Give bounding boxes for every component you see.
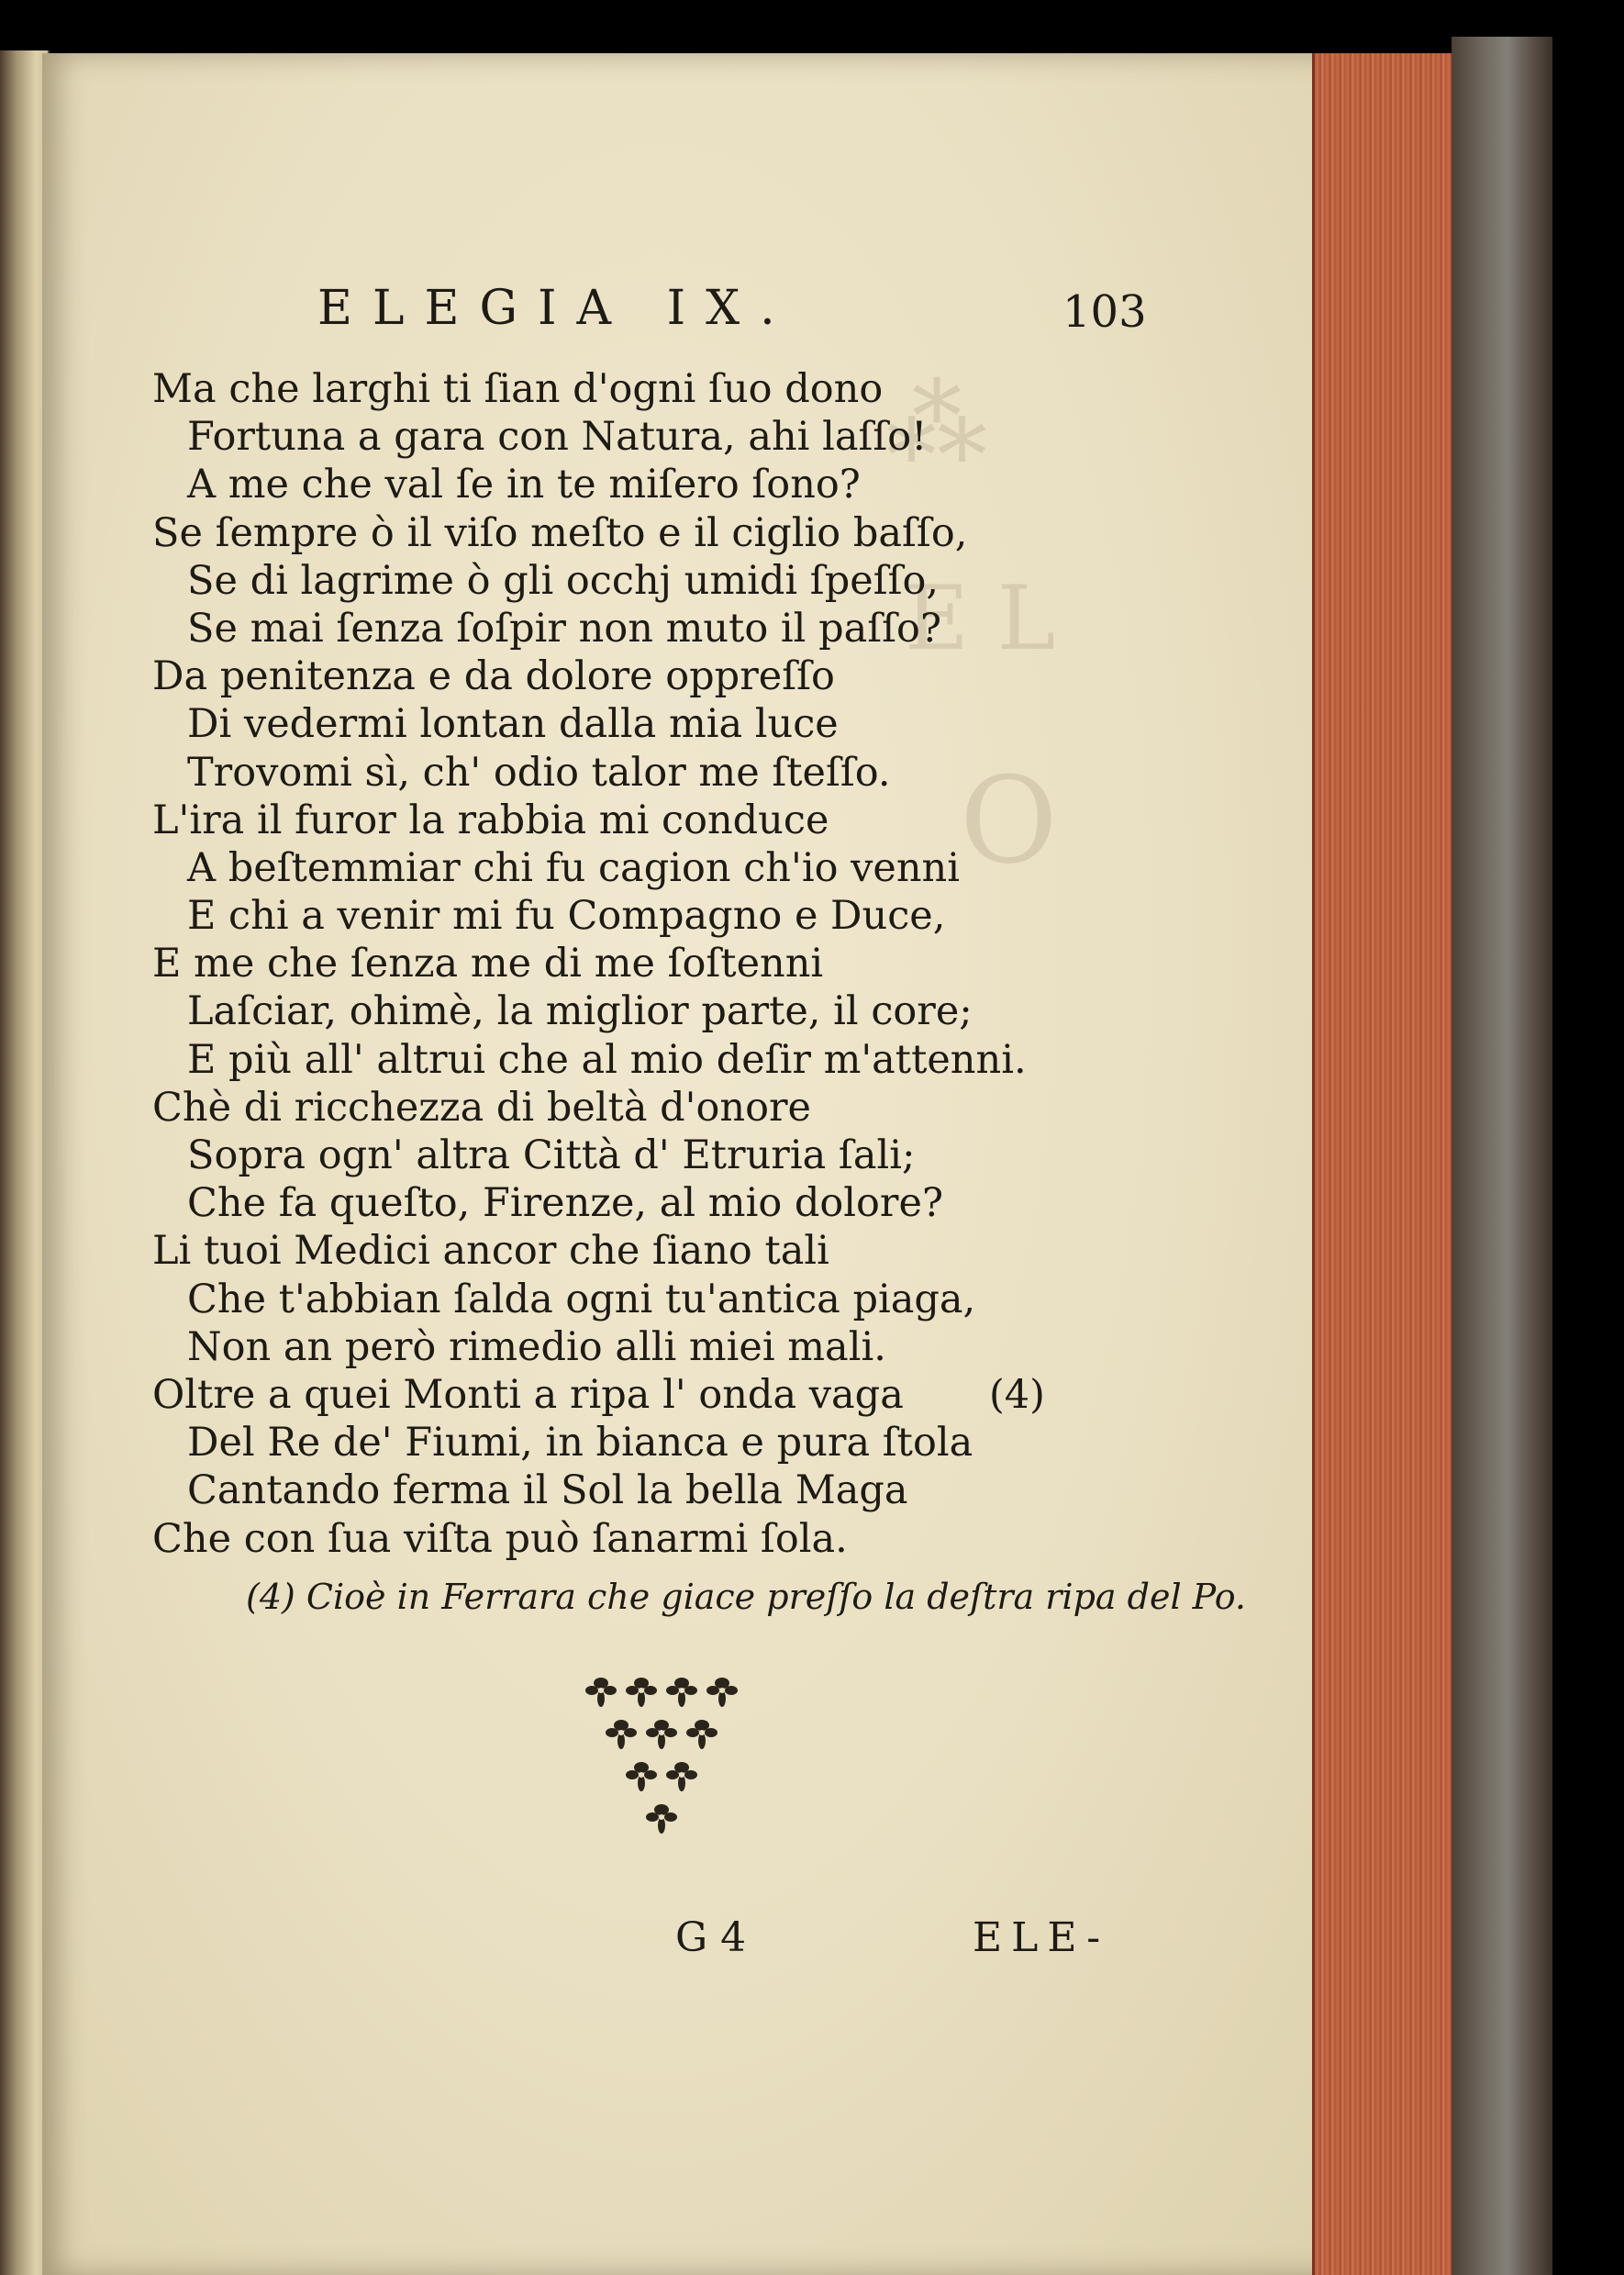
verse-line-text: Fortuna a gara con Natura, ahi laſſo! <box>187 414 928 461</box>
verse-line <box>152 1515 1070 1563</box>
verse-line <box>152 1179 1070 1227</box>
catchword: ELE- <box>973 1914 1110 1961</box>
printer-ornament <box>574 1668 749 1852</box>
verse-line-text: Sopra ogn' altra Città d' Etruria ſali; <box>187 1132 916 1178</box>
fleuron <box>646 1720 677 1749</box>
verse-line-text: Che t'abbian ſalda ogni tu'antica piaga, <box>187 1276 976 1322</box>
verse-line <box>152 509 1070 557</box>
verse-line-text: L'ira il furor la rabbia mi conduce <box>152 797 829 843</box>
verse-line-text: Di vedermi lontan dalla mia luce <box>187 701 839 748</box>
fleuron <box>606 1720 637 1749</box>
verse-line-text: Che fa queſto, Firenze, al mio dolore? <box>187 1180 943 1227</box>
verse-line <box>152 700 1070 748</box>
show-through-text: O <box>960 751 1058 890</box>
verse-line <box>152 1466 1070 1514</box>
fleuron <box>585 1678 617 1707</box>
verse-line <box>152 1036 1070 1084</box>
running-head: ELEGIA IX. <box>317 281 795 336</box>
verse-line <box>152 1323 1070 1371</box>
verse-line-text: Chè di ricchezza di beltà d'onore <box>152 1084 811 1131</box>
verse-line-text: Se mai ſenza ſoſpir non muto il paſſo? <box>187 605 941 652</box>
signature-mark: G 4 <box>675 1914 747 1961</box>
verse-line <box>152 365 1070 413</box>
verse-line-text: Se ſempre ò il viſo meſto e il ciglio baſſo, <box>152 509 968 556</box>
verse-line <box>152 940 1070 987</box>
verse-line-text: Trovomi sì, ch' odio talor me ſteſſo. <box>187 749 891 796</box>
verse-line-text: Cantando ferma il Sol la bella Maga <box>187 1467 908 1514</box>
verse-line-text: Se di lagrime ò gli occhj umidi ſpeſſo, <box>187 557 940 604</box>
fleuron <box>686 1720 717 1749</box>
verse-line-text: Laſciar, ohimè, la miglior parte, il core; <box>187 988 973 1035</box>
fleuron <box>706 1678 738 1707</box>
footnote: (4) Cioè in Ferrara che giace preſſo la deſtra ripa del Po. <box>246 1577 1246 1617</box>
verse-line <box>152 844 1070 892</box>
verse-line-text: E me che ſenza me di me ſoſtenni <box>152 941 824 987</box>
fleuron <box>666 1678 697 1707</box>
verse-line <box>152 652 1070 700</box>
verse-line-text: A beſtemmiar chi fu cagion ch'io venni <box>187 844 961 891</box>
verse-line <box>152 1419 1070 1466</box>
verse-line-text: Del Re de' Fiumi, in bianca e pura ſtola <box>187 1420 973 1466</box>
verse-line-text: Che con ſua viſta può ſanarmi ſola. <box>152 1515 848 1562</box>
verse-line <box>152 1276 1070 1323</box>
show-through-text: ⁂ <box>886 365 987 483</box>
verse-line <box>152 557 1070 605</box>
page-number: 103 <box>1062 286 1147 338</box>
fleuron <box>626 1762 657 1791</box>
fleuron <box>646 1804 677 1834</box>
verse-line <box>152 1227 1070 1275</box>
verse-line <box>152 461 1070 508</box>
book-cover <box>1452 37 1552 2275</box>
verse-line-text: Ma che larghi ti ſian d'ogni ſuo dono <box>152 366 884 412</box>
verse-line <box>152 749 1070 797</box>
verse-line <box>152 413 1070 461</box>
verse-line-text: A me che val ſe in te miſero ſono? <box>187 462 861 508</box>
verse-line-text: Oltre a quei Monti a ripa l' onda vaga <box>152 1371 904 1418</box>
footnote-marker: (4) <box>989 1371 1045 1418</box>
verse-line <box>152 1084 1070 1132</box>
verse-line <box>152 987 1070 1035</box>
verse-line-text: Da penitenza e da dolore oppreſſo <box>152 653 835 700</box>
book-page <box>42 53 1329 2275</box>
show-through-text: E L <box>905 567 1056 670</box>
verse-line-text: Li tuoi Medici ancor che ſiano tali <box>152 1228 829 1275</box>
page-edges <box>1312 53 1454 2275</box>
verse-line-text: E chi a venir mi fu Compagno e Duce, <box>187 893 946 940</box>
verse-line <box>152 797 1070 844</box>
verse-line <box>152 892 1070 940</box>
verse-block <box>152 365 1070 1563</box>
verse-line <box>152 1132 1070 1179</box>
verse-line <box>152 1371 1070 1419</box>
verse-line-text: Non an però rimedio alli miei mali. <box>187 1323 886 1370</box>
verse-line <box>152 605 1070 652</box>
fleuron <box>666 1762 697 1791</box>
fleuron <box>626 1678 657 1707</box>
verse-line-text: E più all' altrui che al mio deſir m'attenni. <box>187 1036 1027 1083</box>
